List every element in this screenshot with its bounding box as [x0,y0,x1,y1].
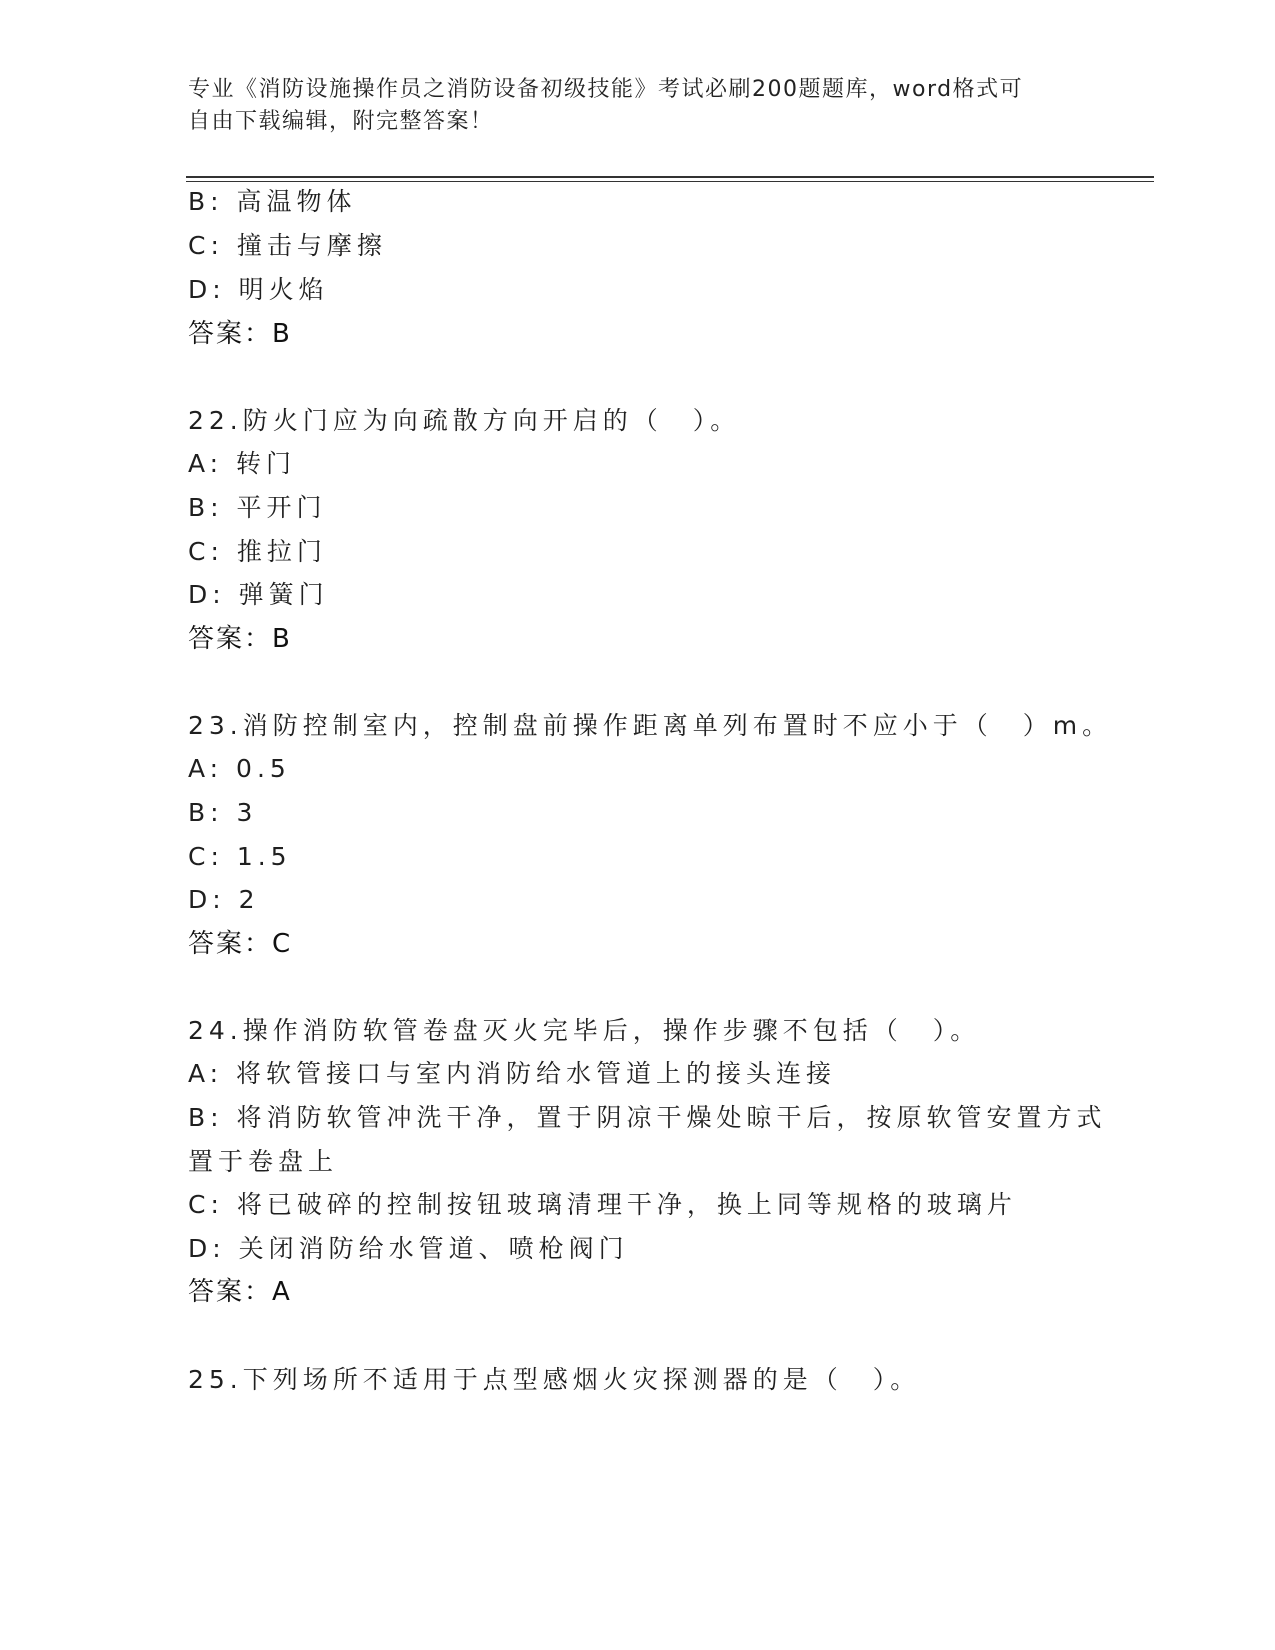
q23-option-d: D: 2 [188,885,260,914]
q25-stem: 25.下列场所不适用于点型感烟火灾探测器的是（ ）。 [188,1365,921,1394]
q24-answer: 答案：A [188,1277,292,1307]
q24-option-b-line-2: 置于卷盘上 [188,1147,339,1176]
q23-option-c: C: 1.5 [188,842,292,871]
q22-answer: 答案：B [188,624,292,654]
q22-option-d: D: 弹簧门 [188,580,329,609]
header-rule-thick [186,176,1154,178]
header-rule-thin [186,181,1154,182]
q22-stem: 22.防火门应为向疏散方向开启的（ ）。 [188,406,741,435]
prev-option-b: B: 高温物体 [188,187,357,216]
prev-answer: 答案：B [188,319,292,349]
q24-option-d: D: 关闭消防给水管道、喷枪阀门 [188,1234,629,1263]
q23-option-b: B: 3 [188,798,258,827]
header-line-1: 专业《消防设施操作员之消防设备初级技能》考试必刷200题题库，word格式可 [188,77,1024,102]
header-line-2: 自由下载编辑，附完整答案！ [188,109,494,134]
q24-option-a: A: 将软管接口与室内消防给水管道上的接头连接 [188,1059,837,1088]
q22-option-a: A: 转门 [188,449,297,478]
q24-option-b-line-1: B: 将消防软管冲洗干净，置于阴凉干燥处晾干后，按原软管安置方式 [188,1103,1107,1132]
q24-option-c: C: 将已破碎的控制按钮玻璃清理干净，换上同等规格的玻璃片 [188,1190,1017,1219]
q22-option-c: C: 推拉门 [188,537,327,566]
q22-option-b: B: 平开门 [188,493,327,522]
prev-option-d: D: 明火焰 [188,275,329,304]
q23-answer: 答案：C [188,929,293,959]
q23-option-a: A: 0.5 [188,754,291,783]
document-header [188,74,1068,138]
prev-option-c: C: 撞击与摩擦 [188,231,387,260]
q24-stem: 24.操作消防软管卷盘灭火完毕后，操作步骤不包括（ ）。 [188,1016,981,1045]
q23-stem: 23.消防控制室内，控制盘前操作距离单列布置时不应小于（ ）m。 [188,711,1113,740]
